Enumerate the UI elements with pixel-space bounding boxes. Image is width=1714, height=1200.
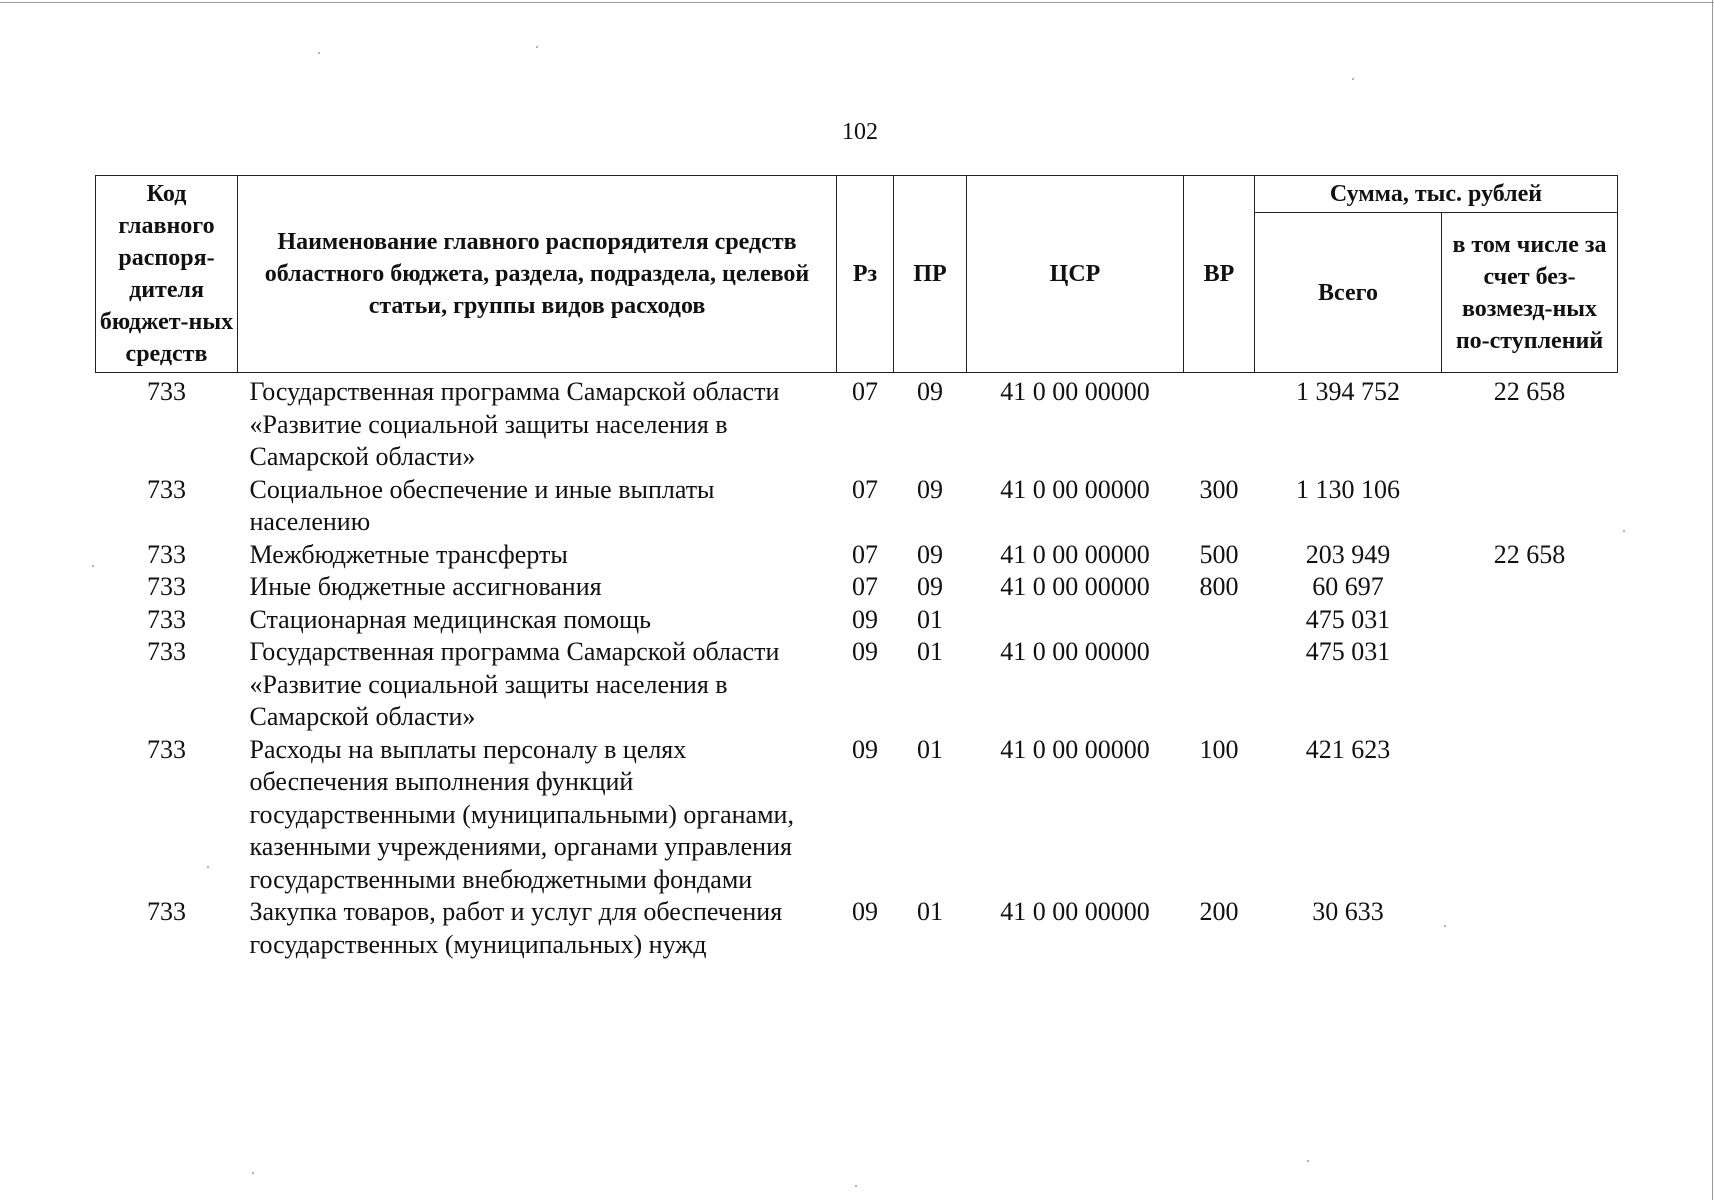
cell-total: 421 623 <box>1305 734 1391 764</box>
table-row <box>96 896 1618 961</box>
cell-total: 1 394 752 <box>1296 377 1400 406</box>
cell-rz: 09 <box>852 604 878 634</box>
page-number: 102 <box>842 119 878 145</box>
cell-total: 475 031 <box>1305 604 1391 634</box>
cell-free <box>1442 636 1618 734</box>
cell-code: 733 <box>147 539 186 569</box>
cell-total: 1 130 106 <box>1296 474 1400 504</box>
cell-rz: 09 <box>852 897 878 926</box>
cell-total: 475 031 <box>1305 637 1391 666</box>
cell-csr: 41 0 00 00000 <box>1000 897 1150 926</box>
scan-right-edge <box>1712 0 1713 1200</box>
cell-rz: 07 <box>852 572 878 601</box>
table-row <box>96 373 1618 474</box>
cell-pr: 01 <box>917 604 943 634</box>
cell-total: 60 697 <box>1312 572 1384 601</box>
table-row <box>96 734 1618 897</box>
header-pr: ПР <box>894 176 967 373</box>
cell-pr: 09 <box>917 539 943 569</box>
table-row <box>96 604 1618 637</box>
cell-free <box>1442 604 1618 637</box>
cell-free: 22 658 <box>1493 377 1566 406</box>
cell-pr: 09 <box>917 474 943 504</box>
scan-top-edge <box>0 2 1714 3</box>
cell-pr: 01 <box>917 734 943 764</box>
scan-speck <box>318 52 320 54</box>
cell-code: 733 <box>147 474 186 504</box>
cell-csr: 41 0 00 00000 <box>1000 572 1150 601</box>
scan-speck <box>1352 78 1354 80</box>
cell-rz: 09 <box>852 637 878 666</box>
cell-free <box>1442 734 1618 897</box>
cell-name: Государственная программа Самарской области «Развитие социальной защиты населения в Самарской области» <box>249 377 780 471</box>
budget-table <box>95 175 1618 961</box>
header-code: Код главного распоря-дителя бюджет-ных средств <box>96 176 238 373</box>
cell-code: 733 <box>147 572 186 601</box>
scan-speck <box>855 1185 857 1187</box>
cell-rz: 09 <box>852 734 878 764</box>
cell-csr: 41 0 00 00000 <box>1000 734 1150 764</box>
cell-vr: 100 <box>1199 734 1239 764</box>
cell-free <box>1442 896 1618 961</box>
cell-code: 733 <box>147 734 186 764</box>
cell-total: 30 633 <box>1312 897 1384 926</box>
cell-code: 733 <box>147 604 186 634</box>
cell-name: Социальное обеспечение и иные выплаты населению <box>249 474 715 536</box>
cell-pr: 09 <box>917 377 943 406</box>
cell-name: Межбюджетные трансферты <box>249 539 568 569</box>
cell-vr: 200 <box>1199 897 1239 926</box>
scan-speck <box>252 1172 254 1174</box>
scan-speck <box>536 46 538 48</box>
cell-vr: 800 <box>1199 572 1239 601</box>
cell-name: Закупка товаров, работ и услуг для обеспечения государственных (муниципальных) нужд <box>249 897 783 959</box>
cell-csr <box>967 604 1184 637</box>
cell-vr: 500 <box>1199 539 1239 569</box>
header-total: Всего <box>1255 213 1442 373</box>
cell-vr: 300 <box>1199 474 1239 504</box>
table-header <box>96 176 1618 373</box>
cell-vr <box>1184 636 1255 734</box>
cell-rz: 07 <box>852 539 878 569</box>
header-rz: Рз <box>837 176 894 373</box>
cell-csr: 41 0 00 00000 <box>1000 474 1150 504</box>
table-row <box>96 539 1618 572</box>
cell-rz: 07 <box>852 474 878 504</box>
table-row <box>96 474 1618 539</box>
header-free: в том числе за счет без-возмезд-ных по-ступлений <box>1442 213 1618 373</box>
table-body <box>96 373 1618 962</box>
header-sum-group: Сумма, тыс. рублей <box>1255 176 1618 213</box>
cell-rz: 07 <box>852 377 878 406</box>
cell-name: Расходы на выплаты персоналу в целях обеспечения выполнения функций государственными (муниципальными) органами, казенными учреждениями, органами управления государственными внебюджетными фондами <box>249 734 794 894</box>
header-row-top <box>96 176 1618 213</box>
cell-vr <box>1184 604 1255 637</box>
cell-code: 733 <box>147 377 186 406</box>
cell-name: Стационарная медицинская помощь <box>249 604 651 634</box>
header-name: Наименование главного распорядителя средств областного бюджета, раздела, подраздела, целевой статьи, группы видов расходов <box>238 176 837 373</box>
cell-vr <box>1184 373 1255 474</box>
cell-pr: 01 <box>917 897 943 926</box>
cell-free <box>1442 474 1618 539</box>
scan-speck <box>1623 530 1625 532</box>
scan-speck <box>92 565 94 567</box>
cell-free <box>1442 571 1618 604</box>
header-vr: ВР <box>1184 176 1255 373</box>
cell-csr: 41 0 00 00000 <box>1000 377 1150 406</box>
table-row <box>96 636 1618 734</box>
cell-code: 733 <box>147 897 186 926</box>
cell-csr: 41 0 00 00000 <box>1000 539 1150 569</box>
cell-total: 203 949 <box>1305 539 1391 569</box>
header-csr: ЦСР <box>967 176 1184 373</box>
cell-pr: 09 <box>917 572 943 601</box>
cell-csr: 41 0 00 00000 <box>1000 637 1150 666</box>
cell-name: Государственная программа Самарской области «Развитие социальной защиты населения в Самарской области» <box>249 637 780 731</box>
cell-code: 733 <box>147 637 186 666</box>
cell-pr: 01 <box>917 637 943 666</box>
table-row <box>96 571 1618 604</box>
scan-speck <box>1307 1160 1309 1162</box>
cell-free: 22 658 <box>1493 539 1566 569</box>
cell-name: Иные бюджетные ассигнования <box>249 572 602 601</box>
